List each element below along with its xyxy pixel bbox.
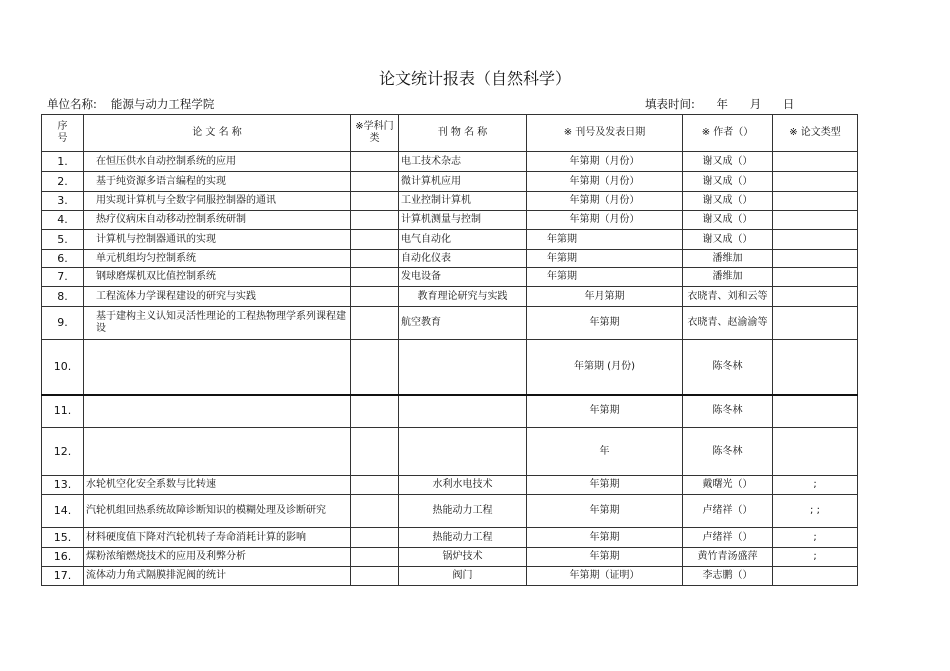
cell-issue: 年第期 xyxy=(527,476,683,495)
cell-no: 1. xyxy=(42,152,84,172)
cell-subject xyxy=(351,495,399,528)
cell-no: 10. xyxy=(42,340,84,395)
cell-title: 材料硬度值下降对汽轮机转子寿命消耗计算的影响 xyxy=(84,528,351,548)
cell-author: 谢又成（） xyxy=(683,211,773,230)
cell-title: 汽轮机组回热系统故障诊断知识的模糊处理及诊断研究 xyxy=(84,495,351,528)
cell-author: 黄竹青汤盛萍 xyxy=(683,548,773,567)
cell-title: 基于纯资源多语言编程的实现 xyxy=(84,172,351,192)
cell-author: 戴曙光（） xyxy=(683,476,773,495)
cell-issue: 年第期 xyxy=(527,230,683,250)
cell-no: 2. xyxy=(42,172,84,192)
cell-title: 在恒压供水自动控制系统的应用 xyxy=(84,152,351,172)
cell-no: 16. xyxy=(42,548,84,567)
unit-line xyxy=(47,96,214,112)
cell-issue: 年月第期 xyxy=(527,287,683,307)
cell-author: 潘维加 xyxy=(683,268,773,287)
table-row xyxy=(42,528,858,548)
cell-author: 李志鹏（） xyxy=(683,567,773,586)
cell-subject xyxy=(351,548,399,567)
table-header-row xyxy=(42,115,858,152)
cell-no: 6. xyxy=(42,250,84,268)
cell-no: 4. xyxy=(42,211,84,230)
table-row xyxy=(42,211,858,230)
cell-subject xyxy=(351,268,399,287)
table-row xyxy=(42,476,858,495)
cell-journal: 工业控制计算机 xyxy=(399,192,527,211)
cell-no: 5. xyxy=(42,230,84,250)
cell-title: 工程流体力学课程建设的研究与实践 xyxy=(84,287,351,307)
cell-title: 单元机组均匀控制系统 xyxy=(84,250,351,268)
cell-author: 卢绪祥（） xyxy=(683,495,773,528)
cell-title xyxy=(84,428,351,476)
cell-journal: 电工技术杂志 xyxy=(399,152,527,172)
cell-type: ; xyxy=(773,548,858,567)
cell-journal: 计算机测量与控制 xyxy=(399,211,527,230)
cell-title: 煤粉浓缩燃烧技术的应用及利弊分析 xyxy=(84,548,351,567)
cell-no: 12. xyxy=(42,428,84,476)
unit-label: 单位名称: xyxy=(47,97,97,111)
cell-title xyxy=(84,340,351,395)
cell-issue: 年第期 xyxy=(527,528,683,548)
cell-journal xyxy=(399,428,527,476)
fill-time-line xyxy=(645,96,812,112)
table-row xyxy=(42,307,858,340)
table-row xyxy=(42,567,858,586)
cell-journal: 锅炉技术 xyxy=(399,548,527,567)
cell-no: 15. xyxy=(42,528,84,548)
cell-type xyxy=(773,567,858,586)
col-header-no: 序号 xyxy=(42,115,84,152)
cell-type xyxy=(773,395,858,428)
cell-type xyxy=(773,428,858,476)
cell-journal: 热能动力工程 xyxy=(399,495,527,528)
cell-author: 衣晓青、赵渝渝等 xyxy=(683,307,773,340)
cell-no: 8. xyxy=(42,287,84,307)
cell-subject xyxy=(351,567,399,586)
cell-issue: 年第期 xyxy=(527,268,683,287)
cell-journal: 电气自动化 xyxy=(399,230,527,250)
cell-subject xyxy=(351,192,399,211)
cell-author: 陈冬林 xyxy=(683,428,773,476)
cell-type xyxy=(773,268,858,287)
cell-author: 卢绪祥（） xyxy=(683,528,773,548)
cell-no: 3. xyxy=(42,192,84,211)
cell-type xyxy=(773,152,858,172)
cell-subject xyxy=(351,287,399,307)
cell-author: 衣晓青、刘和云等 xyxy=(683,287,773,307)
cell-type xyxy=(773,211,858,230)
cell-journal: 热能动力工程 xyxy=(399,528,527,548)
cell-issue: 年第期 xyxy=(527,548,683,567)
cell-type: ; xyxy=(773,528,858,548)
cell-no: 13. xyxy=(42,476,84,495)
cell-title: 钢球磨煤机双比值控制系统 xyxy=(84,268,351,287)
table-row xyxy=(42,548,858,567)
cell-subject xyxy=(351,152,399,172)
cell-subject xyxy=(351,172,399,192)
cell-type: ; xyxy=(773,476,858,495)
cell-type xyxy=(773,340,858,395)
cell-journal: 水利水电技术 xyxy=(399,476,527,495)
unit-name: 能源与动力工程学院 xyxy=(110,97,215,111)
cell-title: 热疗仪病床自动移动控制系统研制 xyxy=(84,211,351,230)
cell-issue: 年第期 (月份) xyxy=(527,340,683,395)
cell-subject xyxy=(351,395,399,428)
cell-subject xyxy=(351,250,399,268)
cell-author: 谢又成（） xyxy=(683,172,773,192)
table-row xyxy=(42,268,858,287)
cell-type xyxy=(773,172,858,192)
cell-title: 基于建构主义认知灵活性理论的工程热物理学系列课程建设 xyxy=(84,307,351,340)
fill-month: 月 xyxy=(749,97,762,111)
cell-type xyxy=(773,307,858,340)
col-header-type: ※ 论文类型 xyxy=(773,115,858,152)
cell-subject xyxy=(351,428,399,476)
fill-day: 日 xyxy=(782,97,795,111)
cell-journal: 教育理论研究与实践 xyxy=(399,287,527,307)
col-header-subject: ※学科门类 xyxy=(351,115,399,152)
cell-issue: 年第期（月份） xyxy=(527,192,683,211)
cell-subject xyxy=(351,307,399,340)
cell-author: 谢又成（） xyxy=(683,230,773,250)
cell-type xyxy=(773,287,858,307)
cell-journal: 发电设备 xyxy=(399,268,527,287)
cell-journal xyxy=(399,395,527,428)
table-row xyxy=(42,395,858,428)
table-row xyxy=(42,172,858,192)
cell-author: 潘维加 xyxy=(683,250,773,268)
col-header-issue: ※ 刊号及发表日期 xyxy=(527,115,683,152)
cell-title: 水轮机空化安全系数与比转速 xyxy=(84,476,351,495)
table-row xyxy=(42,250,858,268)
cell-author: 陈冬林 xyxy=(683,395,773,428)
table-row xyxy=(42,428,858,476)
cell-issue: 年第期 xyxy=(527,250,683,268)
cell-title xyxy=(84,395,351,428)
cell-subject xyxy=(351,211,399,230)
fill-time-label: 填表时间: xyxy=(645,97,695,111)
cell-type xyxy=(773,230,858,250)
cell-title: 流体动力角式隔膜排泥阀的统计 xyxy=(84,567,351,586)
cell-subject xyxy=(351,476,399,495)
cell-title: 用实现计算机与全数字伺服控制器的通讯 xyxy=(84,192,351,211)
cell-journal xyxy=(399,340,527,395)
cell-no: 11. xyxy=(42,395,84,428)
cell-issue: 年第期（月份） xyxy=(527,152,683,172)
table-row xyxy=(42,192,858,211)
cell-no: 14. xyxy=(42,495,84,528)
cell-author: 谢又成（） xyxy=(683,152,773,172)
cell-issue: 年第期（证明） xyxy=(527,567,683,586)
cell-journal: 航空教育 xyxy=(399,307,527,340)
cell-author: 谢又成（） xyxy=(683,192,773,211)
cell-subject xyxy=(351,528,399,548)
cell-journal: 阀门 xyxy=(399,567,527,586)
cell-issue: 年第期（月份） xyxy=(527,211,683,230)
table-row xyxy=(42,340,858,395)
cell-issue: 年第期 xyxy=(527,495,683,528)
paper-stats-table xyxy=(41,114,858,586)
cell-author: 陈冬林 xyxy=(683,340,773,395)
table-row xyxy=(42,495,858,528)
cell-journal: 自动化仪表 xyxy=(399,250,527,268)
fill-year: 年 xyxy=(716,97,729,111)
table-row xyxy=(42,230,858,250)
col-header-author: ※ 作者（） xyxy=(683,115,773,152)
cell-subject xyxy=(351,340,399,395)
col-header-journal: 刊 物 名 称 xyxy=(399,115,527,152)
cell-type xyxy=(773,250,858,268)
cell-issue: 年 xyxy=(527,428,683,476)
cell-journal: 微计算机应用 xyxy=(399,172,527,192)
page-title: 论文统计报表（自然科学） xyxy=(378,69,571,88)
cell-no: 17. xyxy=(42,567,84,586)
cell-subject xyxy=(351,230,399,250)
cell-no: 9. xyxy=(42,307,84,340)
cell-type: ; ; xyxy=(773,495,858,528)
cell-title: 计算机与控制器通讯的实现 xyxy=(84,230,351,250)
cell-issue: 年第期（月份） xyxy=(527,172,683,192)
cell-no: 7. xyxy=(42,268,84,287)
col-header-title: 论 文 名 称 xyxy=(84,115,351,152)
cell-type xyxy=(773,192,858,211)
table-row xyxy=(42,152,858,172)
table-row xyxy=(42,287,858,307)
cell-issue: 年第期 xyxy=(527,307,683,340)
cell-issue: 年第期 xyxy=(527,395,683,428)
